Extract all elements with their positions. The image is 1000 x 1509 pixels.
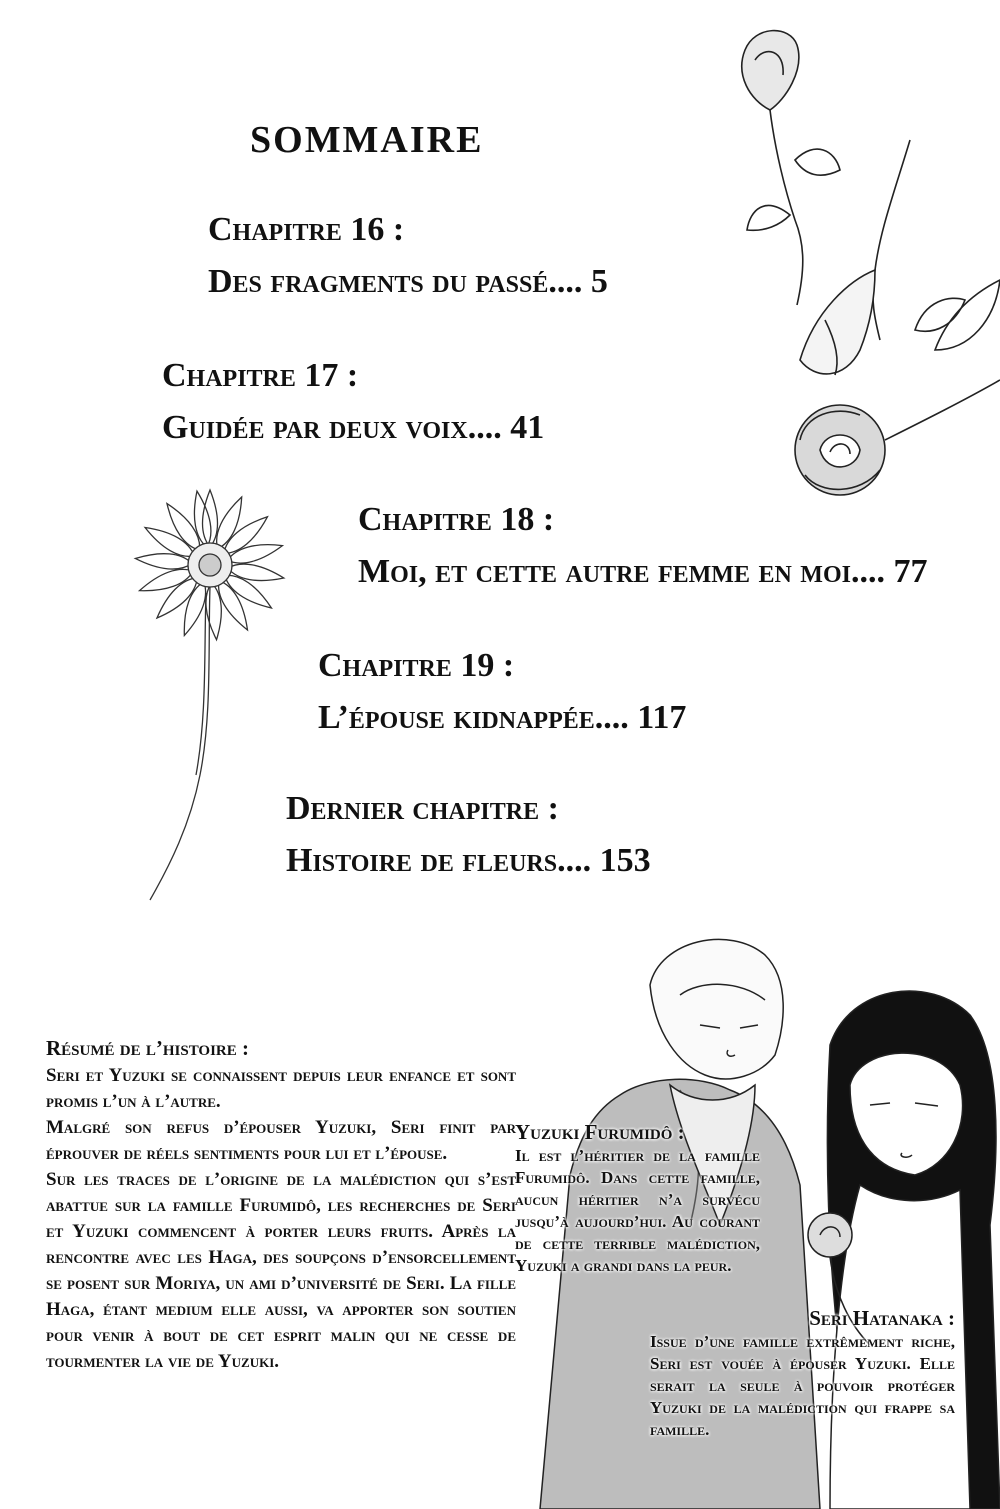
gerbera-illustration bbox=[80, 485, 340, 905]
seri-caption bbox=[650, 1306, 955, 1441]
character-name: Yuzuki Furumidô : bbox=[515, 1120, 685, 1144]
chapter-18 bbox=[358, 494, 927, 598]
character-name: Seri Hatanaka : bbox=[809, 1306, 955, 1330]
summary-heading: Résumé de l’histoire : bbox=[46, 1036, 250, 1060]
character-description: Issue d’une famille extrêmement riche, Seri est vouée à épouser Yuzuki. Elle serait la seule à pouvoir protéger Yuzuki de la malédiction qui frappe sa famille. bbox=[650, 1332, 955, 1439]
chapter-final bbox=[286, 783, 651, 887]
chapter-label: Chapitre 17 : bbox=[162, 357, 359, 394]
chapter-name: Histoire de fleurs.... 153 bbox=[286, 842, 651, 879]
chapter-label: Chapitre 19 : bbox=[318, 647, 515, 684]
chapter-name: Moi, et cette autre femme en moi.... 77 bbox=[358, 553, 928, 590]
page-title: SOMMAIRE bbox=[250, 119, 484, 161]
summary-paragraph: Sur les traces de l’origine de la malédiction qui s’est abattue sur la famille Furumidô, les recherches de Seri et Yuzuki commencent à porter leurs fruits. Après la rencontre avec les Haga, des soupçons d’ensorcellement se posent sur Moriya, un ami d’université de Seri. La fille Haga, étant medium elle aussi, va apporter son soutien pour venir à bout de cet esprit malin qui ne cesse de tourmenter la vie de Yuzuki. bbox=[46, 1169, 516, 1372]
chapter-17 bbox=[162, 350, 544, 454]
chapter-label: Chapitre 16 : bbox=[208, 211, 405, 248]
chapter-name: Des fragments du passé.... 5 bbox=[208, 263, 608, 300]
summary-paragraph: Malgré son refus d’épouser Yuzuki, Seri finit par éprouver de réels sentiments pour lui et l’épouse. bbox=[46, 1117, 516, 1164]
character-description: Il est l’héritier de la famille Furumidô. Dans cette famille, aucun héritier n’a survécu jusqu’à aujourd’hui. Au courant de cette terrible malédiction, Yuzuki a grandi dans la peur. bbox=[515, 1146, 760, 1275]
chapter-name: Guidée par deux voix.... 41 bbox=[162, 409, 545, 446]
rose-illustration bbox=[735, 20, 1000, 500]
chapter-16 bbox=[208, 204, 608, 308]
yuzuki-caption bbox=[515, 1120, 760, 1277]
chapter-label: Dernier chapitre : bbox=[286, 790, 559, 827]
chapter-name: L’épouse kidnappée.... 117 bbox=[318, 699, 687, 736]
chapter-label: Chapitre 18 : bbox=[358, 501, 555, 538]
chapter-19 bbox=[318, 640, 686, 744]
summary-paragraph: Seri et Yuzuki se connaissent depuis leur enfance et sont promis l’un à l’autre. bbox=[46, 1065, 516, 1112]
story-summary bbox=[46, 1035, 516, 1375]
